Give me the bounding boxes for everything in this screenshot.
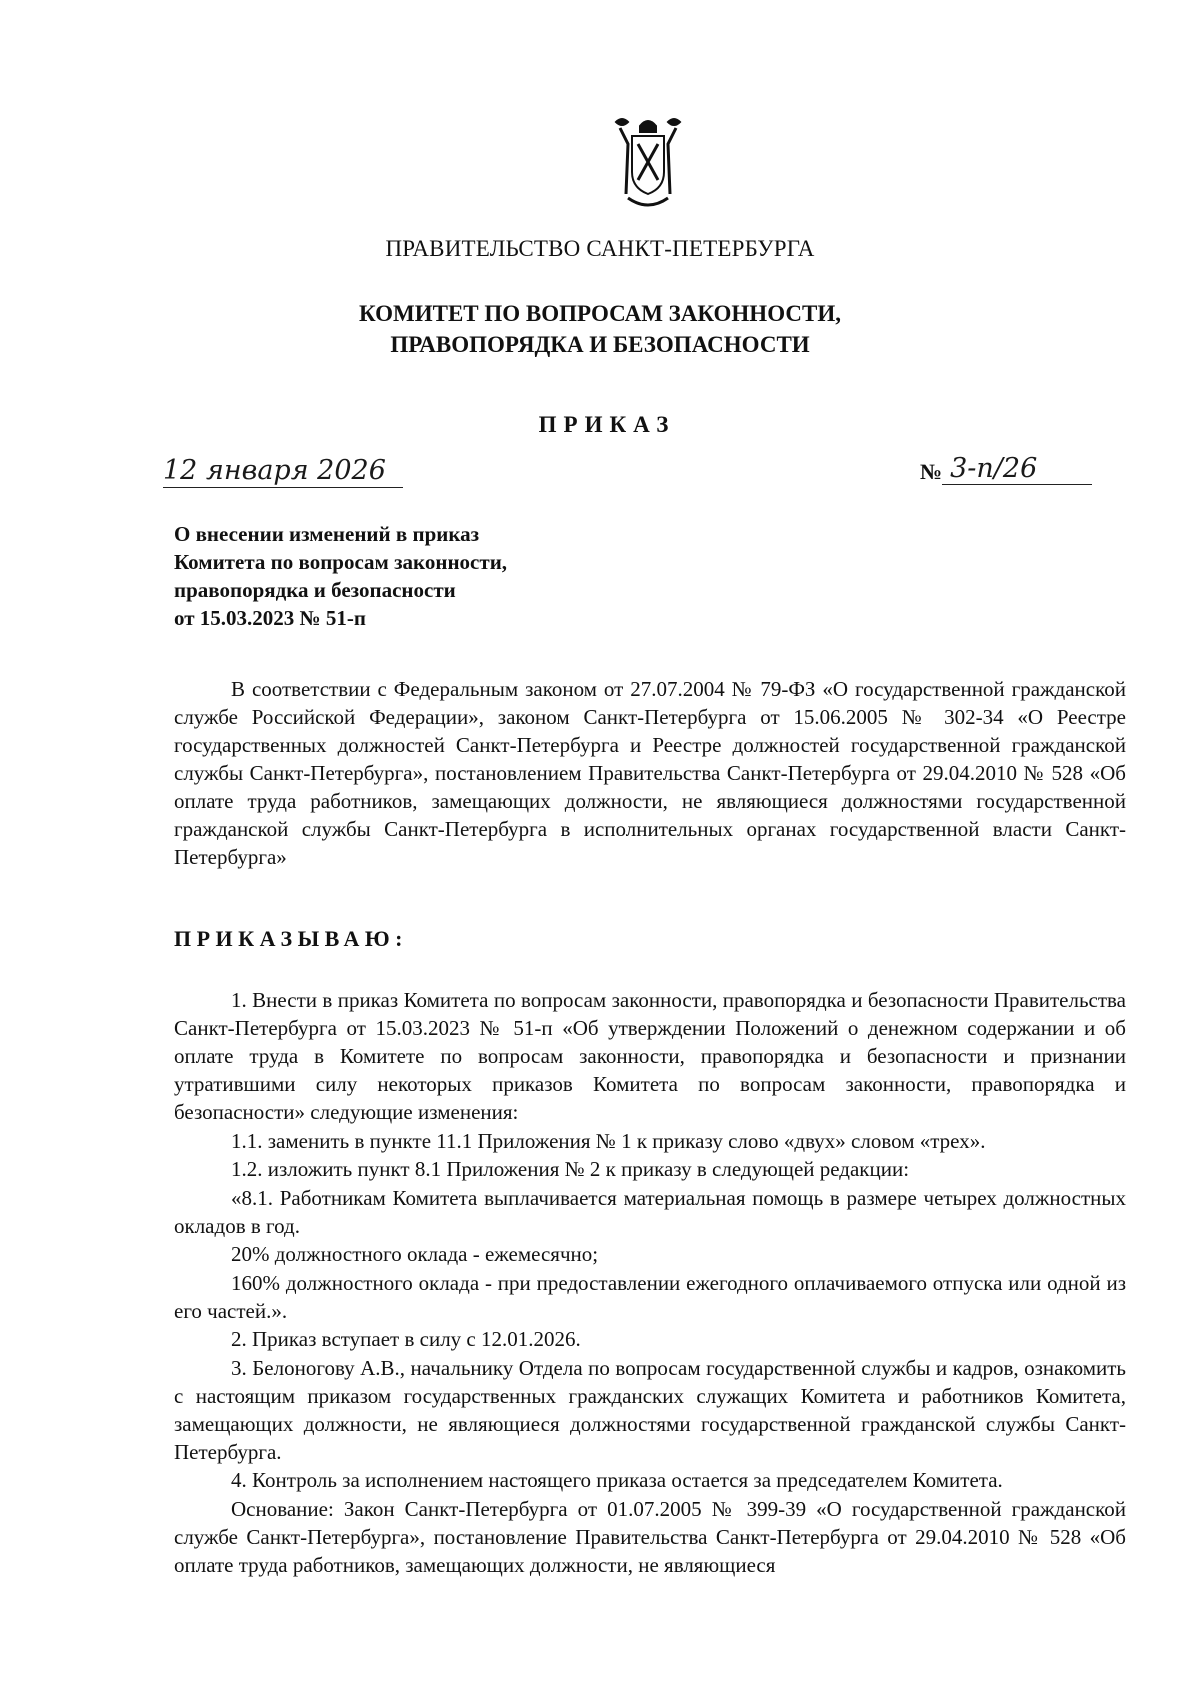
order-heading: ПРИКАЗЫВАЮ: (174, 926, 408, 951)
item-paragraph: 3. Белоногову А.В., начальнику Отдела по вопросам государственной службы и кадров, ознакомить с настоящим приказом государственных гражданских служащих Комитета и работников Комитета, замещающих должности, не являющиеся должностями государственной гражданской службы Санкт-Петербурга. (174, 1355, 1126, 1464)
committee-name-line: КОМИТЕТ ПО ВОПРОСАМ ЗАКОННОСТИ, (359, 301, 841, 326)
document-type-title: ПРИКАЗ (538, 412, 676, 437)
item-paragraph: 2. Приказ вступает в силу с 12.01.2026. (231, 1327, 581, 1351)
coat-of-arms-icon (610, 114, 686, 214)
order-items (174, 986, 1126, 1579)
quoted-paragraph: 160% должностного оклада - при предоставлении ежегодного оплачиваемого отпуска или одной из его частей.». (174, 1270, 1126, 1323)
order-number (920, 453, 1106, 485)
committee-name-line: ПРАВОПОРЯДКА И БЕЗОПАСНОСТИ (390, 332, 810, 357)
subject-line: от 15.03.2023 № 51-п (174, 606, 366, 630)
quoted-paragraph: 20% должностного оклада - ежемесячно; (231, 1242, 599, 1266)
quoted-paragraph: «8.1. Работникам Комитета выплачивается материальная помощь в размере четырех должностных окладов в год. (174, 1185, 1126, 1238)
subject-line: Комитета по вопросам законности, (174, 550, 508, 574)
item-paragraph: 1. Внести в приказ Комитета по вопросам законности, правопорядка и безопасности Правительства Санкт-Петербурга от 15.03.2023 № 51-п «Об утверждении Положений о денежном содержании и об оплате труда в Комитете по вопросам законности, правопорядка и безопасности и признании утратившими силу некоторых приказов Комитета по вопросам законности, правопорядка и безопасности» следующие изменения: (174, 988, 1126, 1124)
item-paragraph: 1.1. заменить в пункте 11.1 Приложения № 1 к приказу слово «двух» словом «трех». (231, 1128, 986, 1153)
preamble-paragraph: В соответствии с Федеральным законом от 27.07.2004 № 79-ФЗ «О государственной гражданской службе Российской Федерации», законом Санкт-Петербурга от 15.06.2005 № 302-34 «О Реестре государственных должностей Санкт-Петербурга и Реестре должностей государственной гражданской службы Санкт-Петербурга», постановлением Правительства Санкт-Петербурга от 29.04.2010 № 528 «Об оплате труда работников, замещающих должности, не являющиеся должностями государственной гражданской службы Санкт-Петербурга в исполнительных органах государственной власти Санкт-Петербурга» (174, 677, 1126, 869)
preamble-section (174, 675, 1126, 871)
number-sign: № (920, 459, 943, 484)
item-paragraph: 1.2. изложить пункт 8.1 Приложения № 2 к приказу в следующей редакции: (231, 1157, 910, 1181)
basis-paragraph: Основание: Закон Санкт-Петербурга от 01.07.2005 № 399-39 «О государственной гражданской службе Санкт-Петербурга», постановление Правительства Санкт-Петербурга от 29.04.2010 № 528 «Об оплате труда работников, замещающих должности, не являющиеся (174, 1496, 1126, 1577)
subject-line: правопорядка и безопасности (174, 578, 456, 602)
government-name: ПРАВИТЕЛЬСТВО САНКТ-ПЕТЕРБУРГА (385, 236, 815, 261)
subject-line: О внесении изменений в приказ (174, 522, 480, 546)
order-subject (174, 520, 507, 632)
committee-name (0, 298, 1200, 360)
item-paragraph: 4. Контроль за исполнением настоящего приказа остается за председателем Комитета. (231, 1468, 1003, 1492)
order-date: 12 января 2026 (163, 455, 403, 488)
order-number-value: 3-п/26 (942, 453, 1092, 485)
